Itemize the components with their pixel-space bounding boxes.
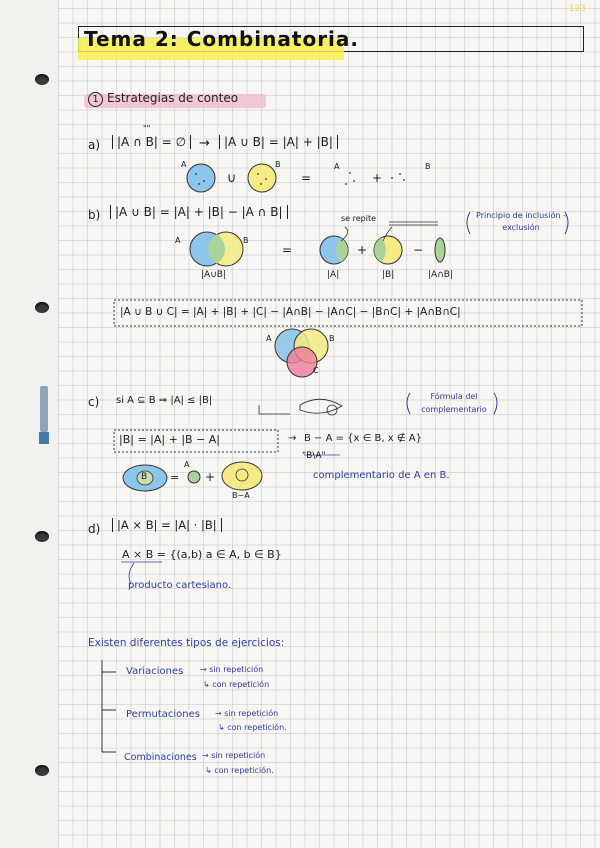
- venn3-a-label: A: [266, 334, 272, 343]
- set-b-caption: |B|: [382, 270, 395, 280]
- exercise-subtype-label: sin repetición: [211, 751, 266, 760]
- section-title: Estrategias de conteo: [107, 91, 239, 105]
- exercise-subtype-label: sin repetición: [209, 665, 264, 674]
- item-c-formula2: |B| = |A| + |B − A|: [119, 433, 221, 446]
- intersection-caption: |A∩B|: [428, 270, 453, 280]
- venn-set-b: [374, 236, 402, 264]
- plus-sign: +: [205, 470, 216, 484]
- exercise-type-name: Permutaciones: [126, 709, 200, 720]
- plus-sign: +: [372, 171, 383, 185]
- item-a-label: a): [88, 138, 101, 152]
- item-c-label: c): [88, 395, 100, 409]
- exercise-type-name: Variaciones: [126, 666, 184, 677]
- exercise-subtype-label: con repetición.: [227, 723, 287, 732]
- item-c-formula: si A ⊆ B ⇒ |A| ≤ |B|: [116, 395, 213, 406]
- formula-text: |A × B| = |A| · |B|: [117, 518, 217, 532]
- exercise-subtype: → sin repetición: [200, 665, 264, 674]
- three-sets-formula: |A ∪ B ∪ C| = |A| + |B| + |C| − |A∩B| − |A∩C| − |B∩C| + |A∩B∩C|: [120, 306, 461, 318]
- exercise-subtype: ↳ con repetición.: [218, 723, 287, 732]
- cartesian-description: producto cartesiano.: [128, 580, 232, 591]
- exercise-subtype: ↳ con repetición: [203, 680, 270, 689]
- set-b-circle: [248, 164, 276, 192]
- venn-three-sets: [275, 329, 328, 377]
- union-caption: |A∪B|: [201, 270, 226, 280]
- page-number: 123: [568, 4, 586, 14]
- inclusion-exclusion-note: Principio de inclusión - exclusión: [476, 211, 566, 232]
- set-a-label: A: [181, 160, 187, 169]
- equals-sign: =: [170, 471, 180, 484]
- venn-intersection: [435, 238, 445, 262]
- formula-text: |A ∪ B| = |A| + |B| − |A ∩ B|: [115, 205, 283, 219]
- implies-arrow: →: [199, 136, 210, 151]
- exercise-subtype-label: sin repetición: [224, 709, 279, 718]
- exercise-subtype: → sin repetición: [215, 709, 279, 718]
- venn3-b-label: B: [329, 334, 335, 343]
- exercise-subtype-label: con repetición: [212, 680, 270, 689]
- exercise-subtype: ↳ con repetición.: [205, 766, 274, 775]
- venn-set-a: [320, 236, 348, 264]
- set-a-caption: |A|: [327, 270, 340, 280]
- item-d-label: d): [88, 522, 101, 536]
- item-d-formula: [112, 518, 222, 532]
- set-b-label: B: [275, 160, 281, 169]
- item-b-formula: [110, 205, 288, 219]
- minus-sign: −: [413, 243, 424, 257]
- exercise-type-name: Combinaciones: [124, 752, 197, 763]
- exercise-subtype-label: con repetición.: [214, 766, 274, 775]
- formula-text: |A ∪ B| = |A| + |B|: [224, 135, 333, 149]
- implies-arrow: →: [288, 433, 297, 444]
- union-symbol: ∪: [227, 171, 237, 186]
- difference-definition: B − A = {x ∈ B, x ∉ A}: [304, 433, 422, 444]
- exercise-subtype: → sin repetición: [202, 751, 266, 760]
- set-b-label: B: [243, 236, 249, 245]
- empty-mark: "": [143, 124, 151, 133]
- repeat-note: se repite: [341, 214, 377, 223]
- complement-description: complementario de A en B.: [313, 470, 450, 481]
- venn3-c-label: C: [313, 366, 319, 375]
- page-title: Tema 2: Combinatoria.: [84, 27, 360, 51]
- cartesian-definition: A × B = {(a,b) a ∈ A, b ∈ B}: [122, 548, 282, 561]
- set-a-label: A: [175, 236, 181, 245]
- venn-union: [190, 232, 243, 266]
- plus-sign: +: [357, 243, 368, 257]
- complement-formula-note: Fórmula del complementario: [421, 392, 487, 414]
- difference-caption: B−A: [232, 491, 250, 500]
- set-a-label: A: [334, 162, 340, 171]
- set-a-label: A: [184, 460, 190, 469]
- set-a-circle: [187, 164, 215, 192]
- set-b-label: B: [425, 162, 431, 171]
- equals-sign: =: [282, 243, 293, 257]
- equals-sign: =: [301, 171, 312, 185]
- exercise-types-intro: Existen diferentes tipos de ejercicios:: [88, 637, 285, 649]
- set-b-label: B: [141, 472, 148, 482]
- difference-notation: "B\A": [302, 451, 326, 461]
- item-b-label: b): [88, 208, 101, 222]
- section-number: 1: [88, 92, 103, 107]
- formula-text: |A ∩ B| = ∅: [117, 135, 187, 149]
